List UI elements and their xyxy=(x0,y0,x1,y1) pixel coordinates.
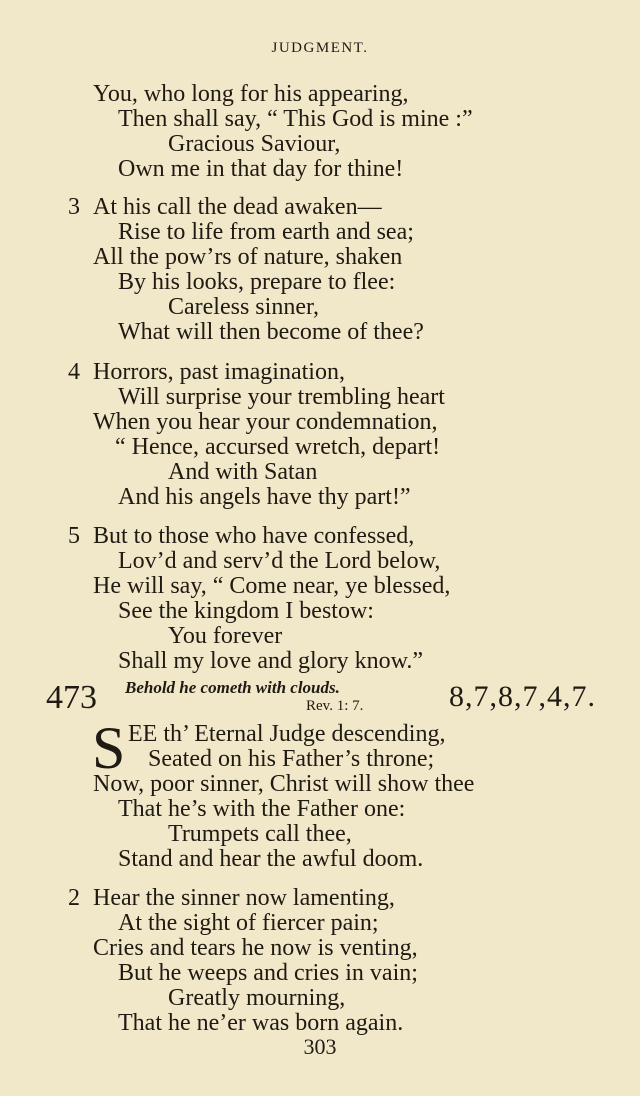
stanza-line: Trumpets call thee, xyxy=(168,821,352,847)
hymn-meter: 8,7,8,7,4,7. xyxy=(449,680,596,713)
stanza-line: Rise to life from earth and sea; xyxy=(118,219,414,245)
hymn-title: Behold he cometh with clouds. xyxy=(125,678,340,697)
stanza-line: Gracious Saviour, xyxy=(168,131,341,157)
stanza-line: What will then become of thee? xyxy=(118,319,424,345)
stanza-line: You, who long for his appearing, xyxy=(93,81,409,107)
stanza-line: See the kingdom I bestow: xyxy=(118,598,374,624)
stanza-line: That he’s with the Father one: xyxy=(118,796,406,822)
stanza-line: By his looks, prepare to flee: xyxy=(118,269,396,295)
stanza-line: EE th’ Eternal Judge descending, xyxy=(128,721,446,747)
stanza-number: 4 xyxy=(68,359,80,385)
stanza-number: 2 xyxy=(68,885,80,911)
stanza-line: Hear the sinner now lamenting, xyxy=(93,885,395,911)
scripture-reference: Rev. 1: 7. xyxy=(306,698,364,714)
hymn-number: 473 xyxy=(46,679,97,716)
stanza-line: And with Satan xyxy=(168,459,318,485)
stanza-number: 3 xyxy=(68,194,80,220)
stanza-line: Careless sinner, xyxy=(168,294,319,320)
stanza-line: And his angels have thy part!” xyxy=(118,484,411,510)
stanza-line: Stand and hear the awful doom. xyxy=(118,846,424,872)
stanza-line: But he weeps and cries in vain; xyxy=(118,960,418,986)
stanza-line: At his call the dead awaken— xyxy=(93,194,382,220)
stanza-line: “ Hence, accursed wretch, depart! xyxy=(115,434,441,460)
stanza-line: Cries and tears he now is venting, xyxy=(93,935,418,961)
stanza-line: You forever xyxy=(168,623,283,649)
stanza-line: But to those who have confessed, xyxy=(93,523,415,549)
stanza-line: When you hear your condemnation, xyxy=(93,409,438,435)
stanza-line: Seated on his Father’s throne; xyxy=(148,746,435,772)
running-header: JUDGMENT. xyxy=(271,40,369,56)
stanza-number: 5 xyxy=(68,523,80,549)
stanza-line: All the pow’rs of nature, shaken xyxy=(93,244,403,270)
stanza-line: Will surprise your trembling heart xyxy=(118,384,445,410)
stanza-line: Shall my love and glory know.” xyxy=(118,648,424,674)
stanza-line: Now, poor sinner, Christ will show thee xyxy=(93,771,475,797)
stanza-line: At the sight of fiercer pain; xyxy=(118,910,379,936)
stanza-line: Lov’d and serv’d the Lord below, xyxy=(118,548,441,574)
stanza-line: Horrors, past imagination, xyxy=(93,359,345,385)
drop-cap: S xyxy=(92,715,126,781)
stanza-line: That he ne’er was born again. xyxy=(118,1010,404,1036)
stanza-line: Greatly mourning, xyxy=(168,985,346,1011)
stanza-line: Own me in that day for thine! xyxy=(118,156,404,182)
page-number: 303 xyxy=(303,1034,337,1059)
stanza-line: He will say, “ Come near, ye blessed, xyxy=(93,573,451,599)
stanza-line: Then shall say, “ This God is mine :” xyxy=(118,106,473,132)
